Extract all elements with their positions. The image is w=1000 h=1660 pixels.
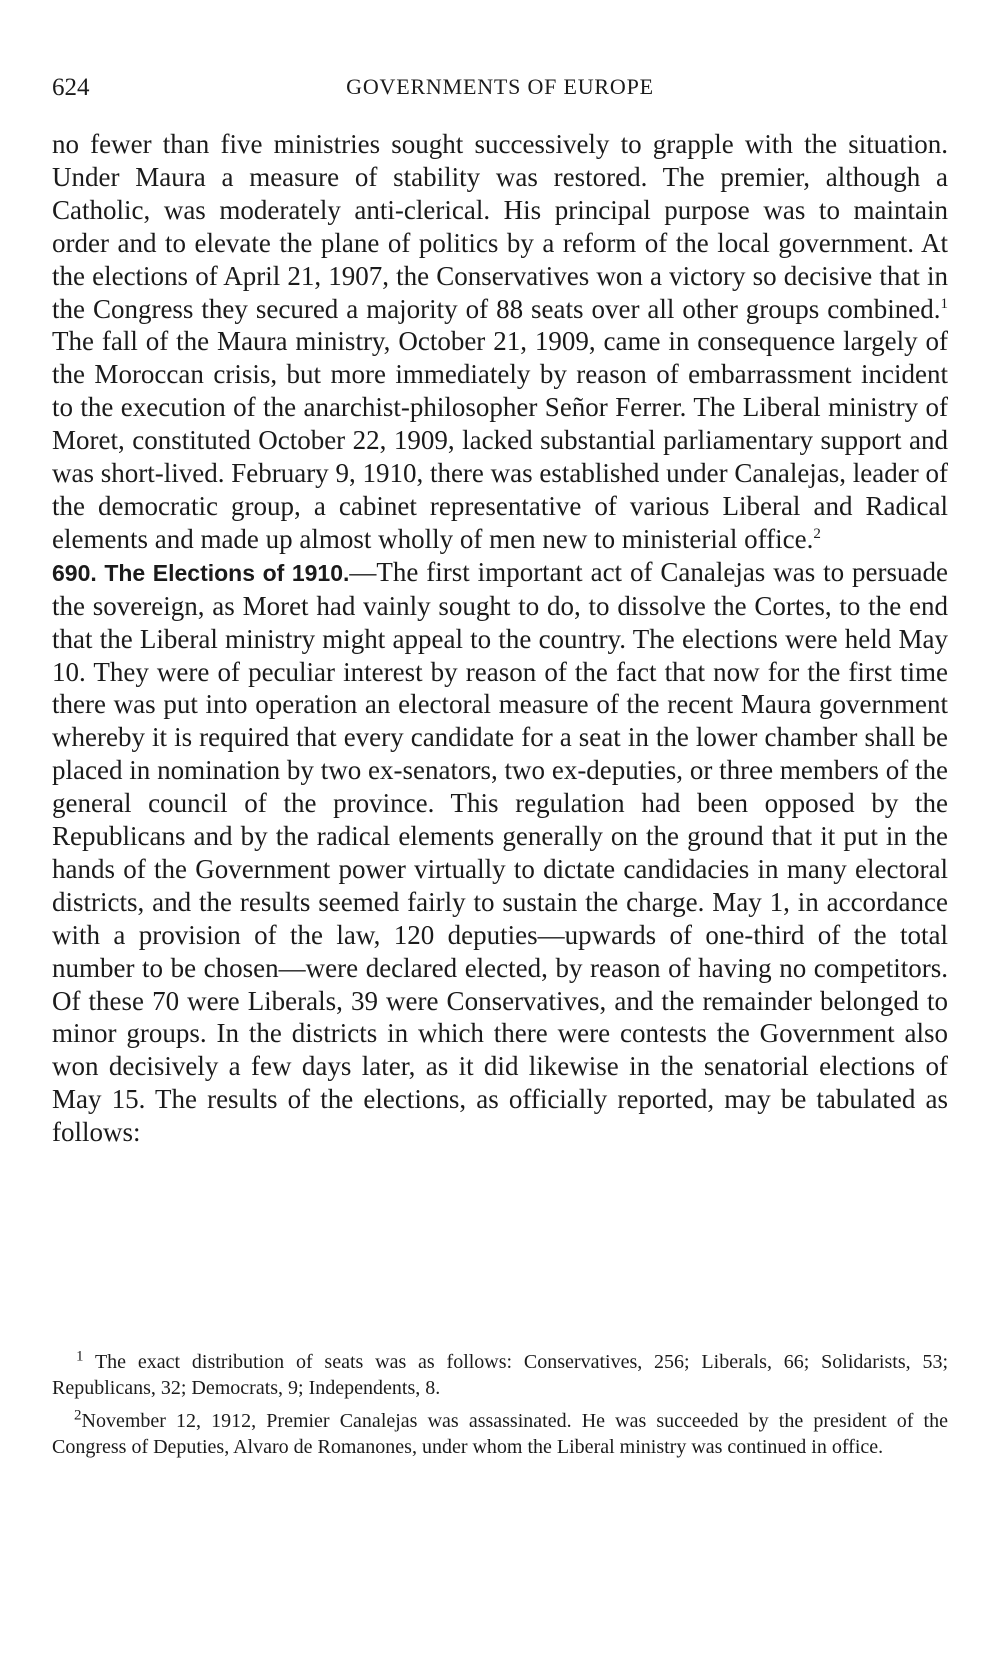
footnote-marker: 2 bbox=[74, 1407, 82, 1424]
footnote-2 bbox=[52, 1409, 948, 1460]
running-title: GOVERNMENTS OF EUROPE bbox=[346, 74, 654, 99]
body-text bbox=[52, 128, 948, 1149]
footnotes bbox=[52, 1350, 948, 1460]
paragraph-text: The fall of the Maura ministry, October 21, 1909, came in consequence largely of the Moroccan crisis, but more immediately by reason of embarrassment incident to the execution of the anarchist-philosopher Señor Ferrer. The Liberal ministry of Moret, constituted October 22, 1909, lacked substantial parliamentary support and was short-lived. February 9, 1910, there was established under Canalejas, leader of the democratic group, a cabinet representative of various Liberal and Radical elements and made up almost wholly of men new to ministerial office. bbox=[52, 326, 948, 554]
running-head bbox=[52, 74, 948, 106]
footnote-marker: 1 bbox=[76, 1348, 84, 1365]
footnote-ref-1[interactable]: 1 bbox=[940, 295, 948, 312]
footnote-1 bbox=[52, 1350, 948, 1401]
paragraph-ministries bbox=[52, 128, 948, 556]
footnote-ref-2[interactable]: 2 bbox=[813, 525, 821, 542]
section-heading: 690. The Elections of 1910. bbox=[52, 559, 350, 586]
paragraph-elections-1910 bbox=[52, 556, 948, 1149]
page-number: 624 bbox=[52, 74, 90, 101]
paragraph-text: no fewer than five ministries sought successively to grapple with the situation. Under Maura a measure of stability was restored. The premier, although a Catholic, was moderately anti-clerical. His principal purpose was to maintain order and to elevate the plane of politics by a reform of the local government. At the elections of April 21, 1907, the Conservatives won a victory so decisive that in the Congress they secured a majority of 88 seats over all other groups combined. bbox=[52, 129, 948, 324]
book-page bbox=[52, 0, 948, 1660]
footnote-text: November 12, 1912, Premier Canalejas was assassinated. He was succeeded by the president of the Congress of Deputies, Alvaro de Romanones, under whom the Liberal ministry was continued in office. bbox=[52, 1410, 948, 1458]
footnote-text: The exact distribution of seats was as follows: Conservatives, 256; Liberals, 66; Solidarists, 53; Republicans, 32; Democrats, 9; Independents, 8. bbox=[52, 1351, 948, 1399]
paragraph-text: —The first important act of Canalejas was to persuade the sovereign, as Moret had vainly sought to do, to dissolve the Cortes, to the end that the Liberal ministry might appeal to the country. The elections were held May 10. They were of peculiar interest by reason of the fact that now for the first time there was put into operation an electoral measure of the recent Maura government whereby it is required that every candidate for a seat in the lower chamber shall be placed in nomination by two ex-senators, two ex-deputies, or three members of the general council of the province. This regulation had been opposed by the Republicans and by the radical elements generally on the ground that it put in the hands of the Government power virtually to dictate candidacies in many electoral districts, and the results seemed fairly to sustain the charge. May 1, in accordance with a provision of the law, 120 deputies—upwards of one-third of the total number to be chosen—were declared elected, by reason of having no competitors. Of these 70 were Liberals, 39 were Conservatives, and the remainder belonged to minor groups. In the districts in which there were contests the Government also won decisively a few days later, as it did likewise in the senatorial elections of May 15. The results of the elections, as officially reported, may be tabulated as follows: bbox=[52, 556, 948, 1148]
